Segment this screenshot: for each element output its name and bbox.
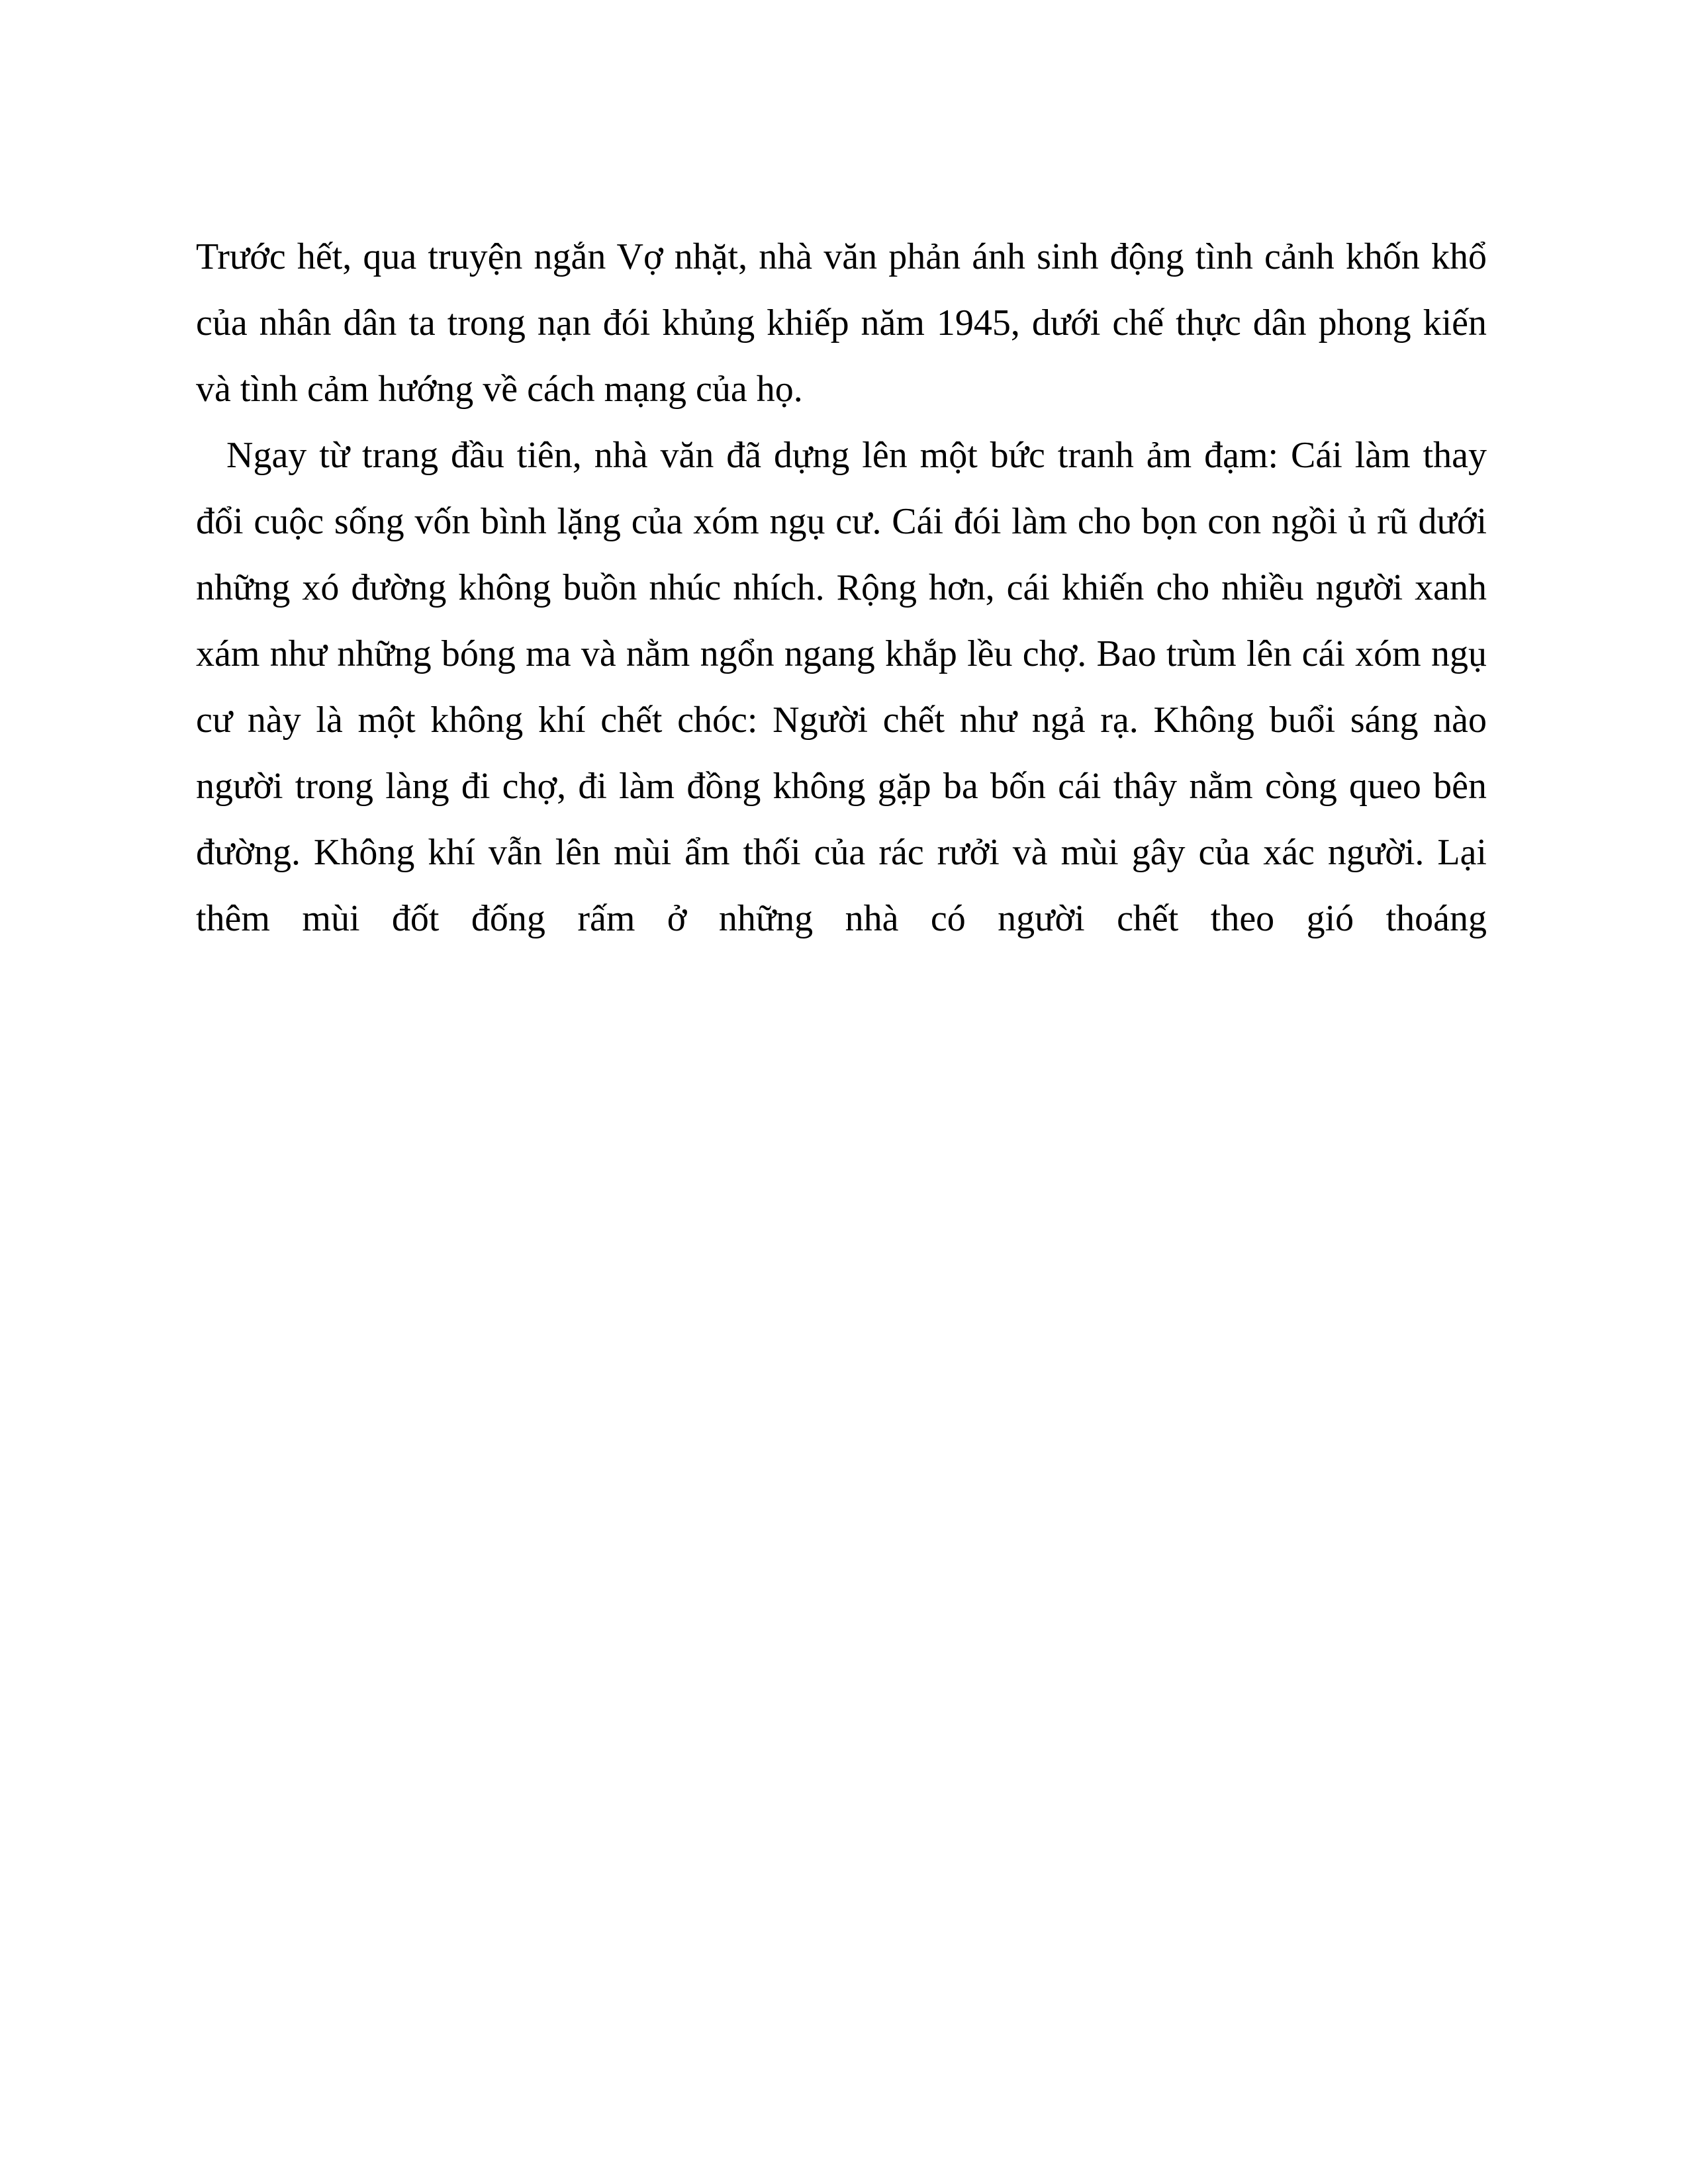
paragraph-2: Ngay từ trang đầu tiên, nhà văn đã dựng lên một bức tranh ảm đạm: Cái làm thay đổi cuộc sống vốn bình lặng của xóm ngụ cư. Cái đói làm cho bọn con ngồi ủ rũ dưới những xó đường không buồn nhúc nhích. Rộng hơn, cái khiến cho nhiều người xanh xám như những bóng ma và nằm ngổn ngang khắp lều chợ. Bao trùm lên cái xóm ngụ cư này là một không khí chết chóc: Người chết như ngả rạ. Không buổi sáng nào người trong làng đi chợ, đi làm đồng không gặp ba bốn cái thây nằm còng queo bên đường. Không khí vẫn lên mùi ẩm thối của rác rưởi và mùi gây của xác người. Lại thêm mùi đốt đống rấm ở những nhà có người chết theo gió thoáng bbox=[196, 435, 1487, 939]
paragraph-1: Trước hết, qua truyện ngắn Vợ nhặt, nhà văn phản ánh sinh động tình cảnh khốn khổ của nhân dân ta trong nạn đói khủng khiếp năm 1945, dưới chế thực dân phong kiến và tình cảm hướng về cách mạng của họ. bbox=[196, 236, 1487, 410]
body-text bbox=[196, 224, 1487, 952]
